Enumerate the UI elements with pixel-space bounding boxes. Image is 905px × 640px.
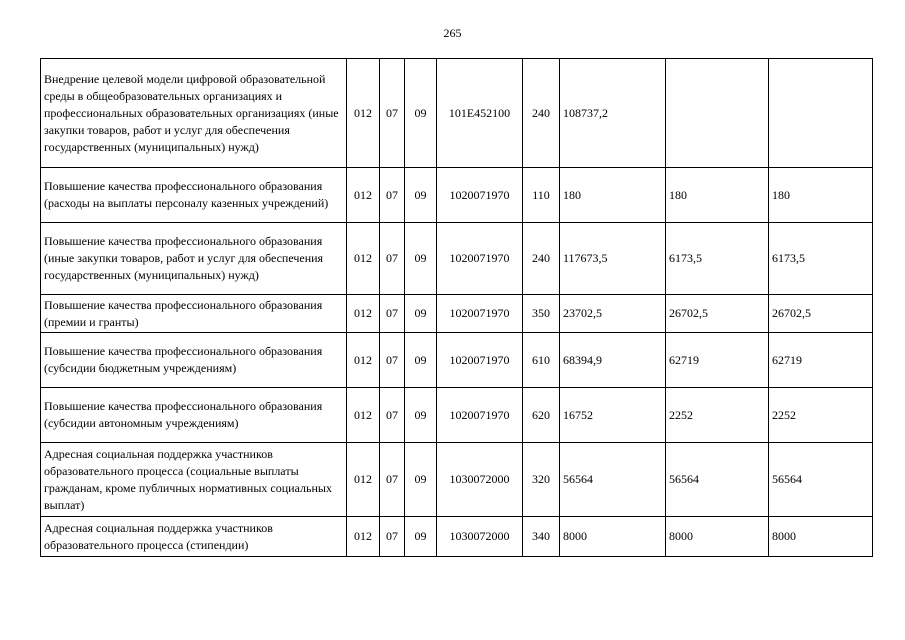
table-row — [41, 168, 873, 223]
ministry-code: 012 — [347, 517, 380, 557]
expense-type-code: 350 — [523, 295, 560, 333]
amount-year-3 — [769, 59, 873, 168]
amount-year-1: 108737,2 — [560, 59, 666, 168]
table-row — [41, 517, 873, 557]
amount-year-3: 26702,5 — [769, 295, 873, 333]
ministry-code: 012 — [347, 59, 380, 168]
section-code: 07 — [380, 59, 405, 168]
table-row — [41, 223, 873, 295]
target-article-code: 101E452100 — [437, 59, 523, 168]
row-description: Повышение качества профессионального образования (субсидии бюджетным учреждениям) — [41, 333, 347, 388]
subsection-code: 09 — [405, 388, 437, 443]
row-description: Повышение качества профессионального образования (расходы на выплаты персоналу казенных учреждений) — [41, 168, 347, 223]
section-code: 07 — [380, 443, 405, 517]
amount-year-2: 6173,5 — [666, 223, 769, 295]
expense-type-code: 110 — [523, 168, 560, 223]
budget-table — [40, 58, 873, 557]
table-row — [41, 59, 873, 168]
target-article-code: 1030072000 — [437, 517, 523, 557]
ministry-code: 012 — [347, 443, 380, 517]
amount-year-1: 117673,5 — [560, 223, 666, 295]
section-code: 07 — [380, 223, 405, 295]
subsection-code: 09 — [405, 443, 437, 517]
amount-year-1: 68394,9 — [560, 333, 666, 388]
subsection-code: 09 — [405, 59, 437, 168]
subsection-code: 09 — [405, 295, 437, 333]
section-code: 07 — [380, 517, 405, 557]
amount-year-2: 26702,5 — [666, 295, 769, 333]
target-article-code: 1020071970 — [437, 295, 523, 333]
table-row — [41, 388, 873, 443]
expense-type-code: 340 — [523, 517, 560, 557]
amount-year-3: 62719 — [769, 333, 873, 388]
amount-year-2: 8000 — [666, 517, 769, 557]
table-row — [41, 295, 873, 333]
amount-year-2: 180 — [666, 168, 769, 223]
amount-year-2: 62719 — [666, 333, 769, 388]
row-description: Адресная социальная поддержка участников образовательного процесса (социальные выплаты гражданам, кроме публичных нормативных социальных выплат) — [41, 443, 347, 517]
expense-type-code: 620 — [523, 388, 560, 443]
section-code: 07 — [380, 333, 405, 388]
row-description: Повышение качества профессионального образования (субсидии автономным учреждениям) — [41, 388, 347, 443]
amount-year-3: 8000 — [769, 517, 873, 557]
amount-year-3: 56564 — [769, 443, 873, 517]
amount-year-1: 180 — [560, 168, 666, 223]
target-article-code: 1020071970 — [437, 333, 523, 388]
amount-year-1: 16752 — [560, 388, 666, 443]
target-article-code: 1030072000 — [437, 443, 523, 517]
subsection-code: 09 — [405, 168, 437, 223]
table-body — [41, 59, 873, 557]
expense-type-code: 610 — [523, 333, 560, 388]
ministry-code: 012 — [347, 168, 380, 223]
row-description: Повышение качества профессионального образования (премии и гранты) — [41, 295, 347, 333]
amount-year-1: 8000 — [560, 517, 666, 557]
amount-year-3: 2252 — [769, 388, 873, 443]
amount-year-2 — [666, 59, 769, 168]
amount-year-3: 180 — [769, 168, 873, 223]
ministry-code: 012 — [347, 388, 380, 443]
row-description: Повышение качества профессионального образования (иные закупки товаров, работ и услуг для обеспечения государственных (муниципальных) нужд) — [41, 223, 347, 295]
ministry-code: 012 — [347, 223, 380, 295]
target-article-code: 1020071970 — [437, 388, 523, 443]
amount-year-2: 2252 — [666, 388, 769, 443]
section-code: 07 — [380, 388, 405, 443]
section-code: 07 — [380, 168, 405, 223]
amount-year-3: 6173,5 — [769, 223, 873, 295]
table-row — [41, 443, 873, 517]
section-code: 07 — [380, 295, 405, 333]
subsection-code: 09 — [405, 333, 437, 388]
amount-year-2: 56564 — [666, 443, 769, 517]
expense-type-code: 240 — [523, 223, 560, 295]
subsection-code: 09 — [405, 223, 437, 295]
row-description: Внедрение целевой модели цифровой образовательной среды в общеобразовательных организациях и профессиональных образовательных организациях (иные закупки товаров, работ и услуг для обеспечения государственных (муниципальных) нужд) — [41, 59, 347, 168]
ministry-code: 012 — [347, 295, 380, 333]
expense-type-code: 320 — [523, 443, 560, 517]
table-row — [41, 333, 873, 388]
ministry-code: 012 — [347, 333, 380, 388]
amount-year-1: 56564 — [560, 443, 666, 517]
amount-year-1: 23702,5 — [560, 295, 666, 333]
row-description: Адресная социальная поддержка участников образовательного процесса (стипендии) — [41, 517, 347, 557]
expense-type-code: 240 — [523, 59, 560, 168]
page-number: 265 — [443, 26, 462, 40]
subsection-code: 09 — [405, 517, 437, 557]
target-article-code: 1020071970 — [437, 223, 523, 295]
target-article-code: 1020071970 — [437, 168, 523, 223]
